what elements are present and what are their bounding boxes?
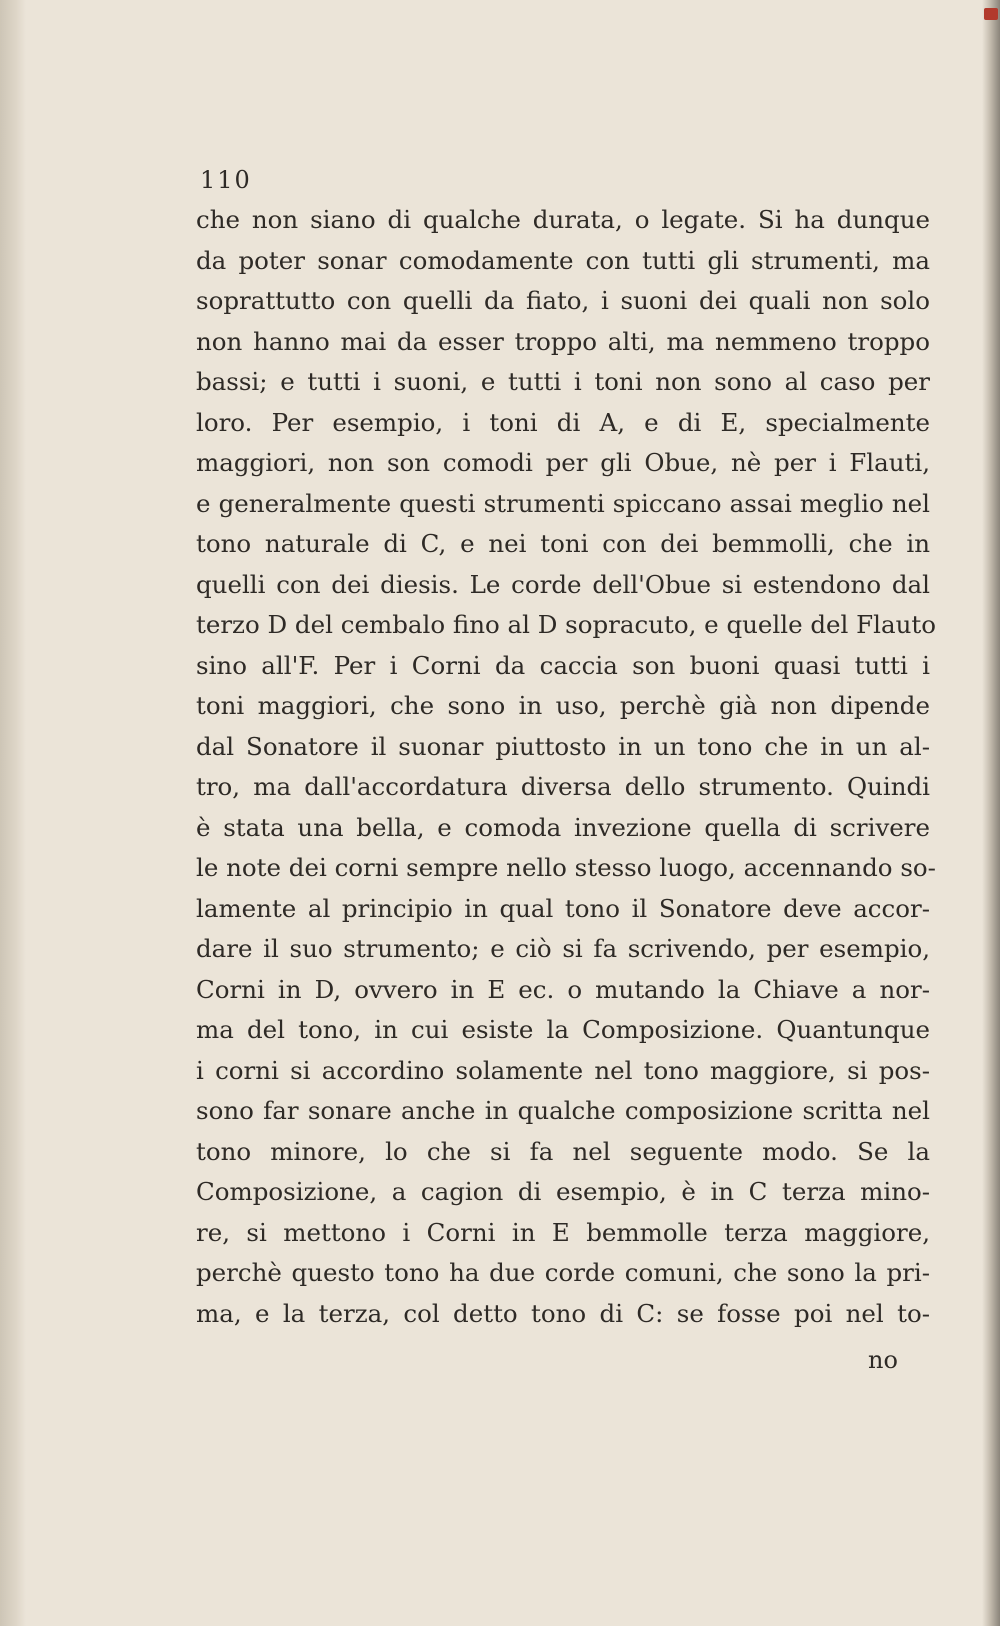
text-line: da poter sonar comodamente con tutti gli strumenti, ma: [196, 245, 930, 275]
text-line: tono naturale di C, e nei toni con dei bemmolli, che in: [196, 529, 930, 558]
page-edge-right: [982, 0, 1000, 1626]
text-line: re, si mettono i Corni in E bemmolle terza maggiore,: [196, 1217, 930, 1247]
text-line: che non siano di qualche durata, o legate. Si ha dunque: [196, 205, 930, 234]
text-line: è stata una bella, e comoda invezione quella di scrivere: [196, 812, 930, 842]
text-line: ma, e la terza, col detto tono di C: se fosse poi nel to-: [196, 1298, 930, 1328]
catchword: no: [868, 1346, 898, 1374]
text-line: sino all'F. Per i Corni da caccia son buoni quasi tutti i: [196, 650, 930, 680]
text-line: dare il suo strumento; e ciò si fa scrivendo, per esempio,: [196, 934, 930, 963]
text-line: lamente al principio in qual tono il Sonatore deve accor-: [196, 893, 930, 923]
text-line: e generalmente questi strumenti spiccano assai meglio nel: [196, 488, 930, 518]
text-line: perchè questo tono ha due corde comuni, che sono la pri-: [196, 1258, 930, 1287]
text-line: tro, ma dall'accordatura diversa dello strumento. Quindi: [196, 772, 930, 801]
text-line: maggiori, non son comodi per gli Obue, nè per i Flauti,: [196, 448, 930, 477]
text-line: le note dei corni sempre nello stesso luogo, accennando so-: [196, 853, 936, 882]
text-line: quelli con dei diesis. Le corde dell'Obue si estendono dal: [196, 569, 930, 599]
page-number: 110: [200, 166, 252, 194]
body-text: [196, 200, 937, 1334]
text-line: dal Sonatore il suonar piuttosto in un tono che in un al-: [196, 731, 930, 761]
text-line: toni maggiori, che sono in uso, perchè già non dipende: [196, 691, 930, 720]
text-line: tono minore, lo che si fa nel seguente modo. Se la: [196, 1136, 930, 1166]
text-line: ma del tono, in cui esiste la Composizione. Quantunque: [196, 1015, 930, 1044]
text-line: i corni si accordino solamente nel tono maggiore, si pos-: [196, 1055, 930, 1085]
text-line: non hanno mai da esser troppo alti, ma nemmeno troppo: [196, 326, 930, 356]
corner-tab-mark: [984, 8, 998, 20]
page-gutter-left: [0, 0, 26, 1626]
text-line: bassi; e tutti i suoni, e tutti i toni non sono al caso per: [196, 367, 930, 396]
text-line: loro. Per esempio, i toni di A, e di E, specialmente: [196, 407, 930, 437]
text-line: terzo D del cembalo fino al D sopracuto, e quelle del Flauto: [196, 610, 937, 639]
text-line: Composizione, a cagion di esempio, è in C terza mino-: [196, 1177, 930, 1206]
text-line: sono far sonare anche in qualche composizione scritta nel: [196, 1096, 930, 1125]
text-line: Corni in D, ovvero in E ec. o mutando la Chiave a nor-: [196, 974, 930, 1004]
text-line: soprattutto con quelli da fiato, i suoni dei quali non solo: [196, 286, 930, 315]
